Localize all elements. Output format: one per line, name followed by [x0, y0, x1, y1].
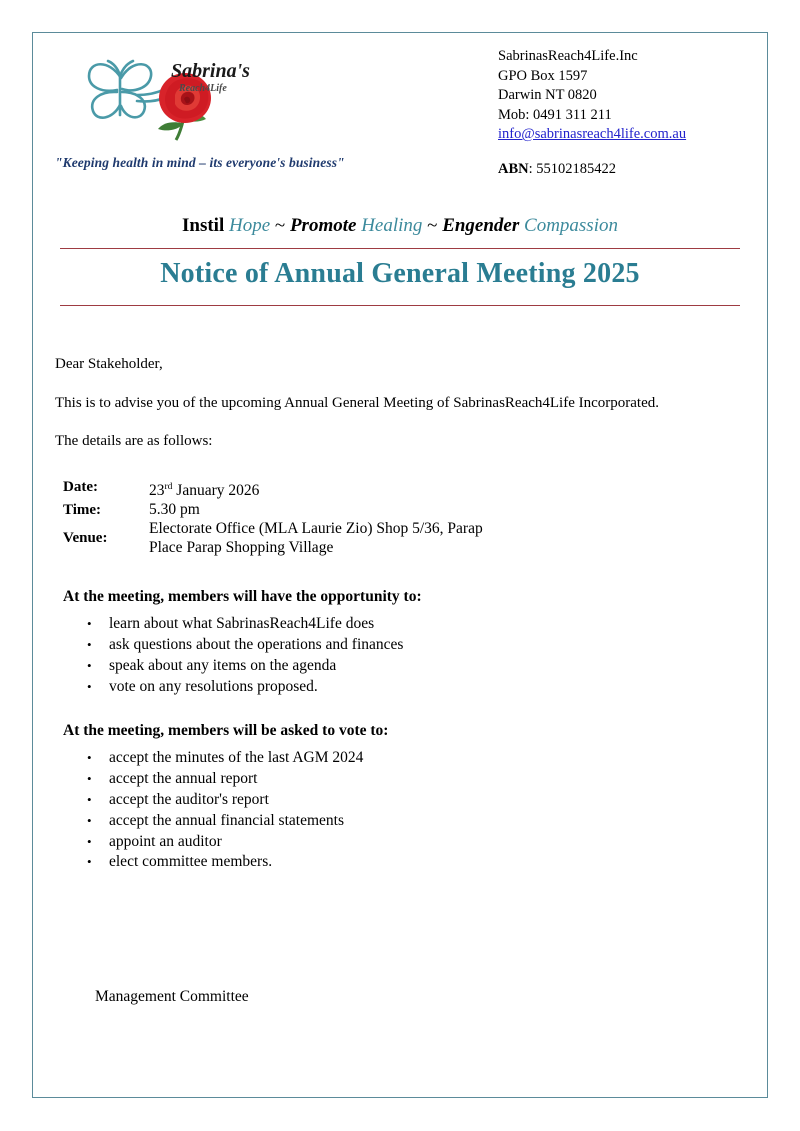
tagline-separator-1: ~ — [274, 215, 286, 236]
tagline-word-hope: Hope — [229, 215, 271, 236]
salutation: Dear Stakeholder, — [55, 356, 163, 372]
list-item: • learn about what SabrinasReach4Life does — [109, 614, 745, 635]
address-line-po-box: GPO Box 1597 — [498, 67, 588, 84]
page-title: Notice of Annual General Meeting 2025 — [160, 258, 640, 289]
venue-line-2: Place Parap Shopping Village — [149, 539, 334, 557]
details-row-date — [63, 478, 483, 501]
list-item: • vote on any resolutions proposed. — [109, 677, 745, 698]
intro-paragraph: This is to advise you of the upcoming Annual General Meeting of SabrinasReach4Life Incorporated. — [55, 395, 659, 411]
time-value: 5.30 pm — [149, 500, 200, 518]
details-lead-paragraph: The details are as follows: — [55, 433, 213, 449]
address-line-org: SabrinasReach4Life.Inc — [498, 48, 638, 64]
document-page — [33, 33, 767, 1097]
details-row-time — [63, 501, 483, 520]
list-item: • accept the annual report — [109, 769, 745, 790]
address-block — [498, 47, 686, 179]
details-row-venue — [63, 519, 483, 557]
list-item: • ask questions about the operations and finances — [109, 635, 745, 656]
meeting-details-table — [63, 478, 483, 557]
list-item: • appoint an auditor — [109, 832, 745, 853]
tagline-word-instil: Instil — [182, 215, 225, 236]
tagline-word-promote: Promote — [289, 215, 357, 236]
logo-brand-name: Sabrina's — [171, 60, 250, 82]
list-item: • accept the minutes of the last AGM 2024 — [109, 748, 745, 769]
address-line-mobile: Mob: 0491 311 211 — [498, 106, 612, 123]
time-label: Time: — [63, 501, 102, 518]
sabrinas-reach4life-logo-icon — [75, 43, 275, 143]
date-label: Date: — [63, 479, 98, 495]
list-item: • elect committee members. — [109, 852, 745, 873]
tagline-separator-2: ~ — [427, 215, 438, 236]
list-item: • speak about any items on the agenda — [109, 656, 745, 677]
mission-tagline — [33, 214, 767, 238]
address-line-city: Darwin NT 0820 — [498, 87, 597, 103]
title-rule-top — [60, 248, 740, 249]
vote-section — [55, 721, 745, 873]
abn-value: : 55102185422 — [528, 160, 617, 177]
list-item: • accept the annual financial statements — [109, 811, 745, 832]
venue-label: Venue: — [63, 529, 108, 546]
date-ordinal: rd — [164, 482, 173, 492]
letterhead — [33, 33, 767, 183]
vote-list — [55, 748, 745, 873]
date-number: 23 — [149, 482, 165, 500]
opportunity-heading: At the meeting, members will have the opportunity to: — [63, 588, 422, 606]
tagline-word-engender: Engender — [442, 215, 520, 236]
abn-label: ABN — [498, 160, 529, 177]
letter-body — [33, 354, 767, 1007]
email-link[interactable]: info@sabrinasreach4life.com.au — [498, 126, 687, 142]
organisation-slogan: "Keeping health in mind – its everyone's business" — [55, 155, 345, 170]
date-value — [149, 478, 483, 501]
venue-line-1: Electorate Office (MLA Laurie Zio) Shop 5/36, Parap — [149, 520, 483, 538]
title-rule-bottom — [60, 305, 740, 306]
tagline-word-healing: Healing — [361, 215, 423, 236]
list-item: • accept the auditor's report — [109, 790, 745, 811]
date-rest: January 2026 — [172, 482, 260, 500]
tagline-word-compassion: Compassion — [524, 215, 618, 236]
opportunity-section — [55, 587, 745, 697]
signature-block: Management Committee — [95, 988, 249, 1006]
organisation-logo — [75, 43, 275, 143]
opportunity-list — [55, 614, 745, 697]
logo-brand-sub: Reach4Life — [179, 83, 227, 94]
venue-value — [149, 519, 483, 557]
vote-heading: At the meeting, members will be asked to vote to: — [63, 722, 389, 740]
abn-line — [498, 160, 686, 180]
